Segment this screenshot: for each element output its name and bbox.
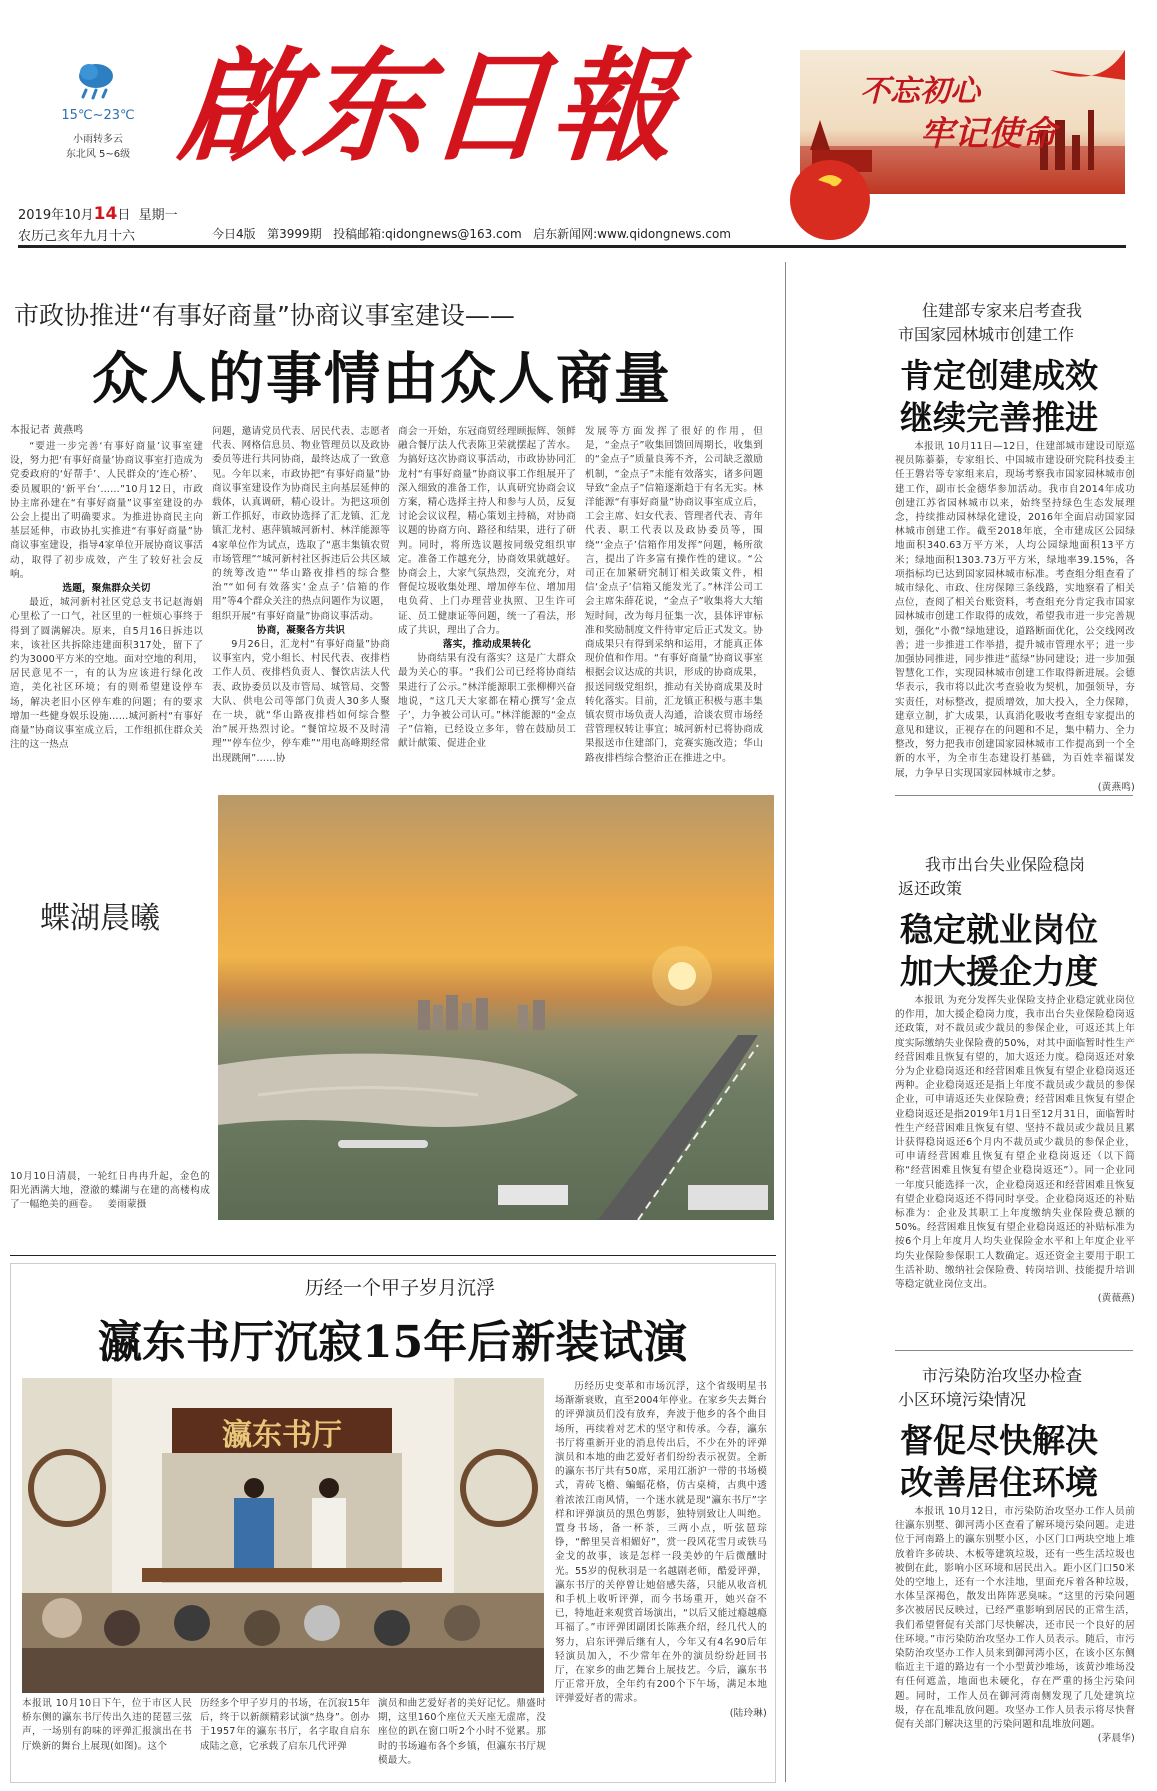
feature-kicker: 历经一个甲子岁月沉浮: [305, 1277, 496, 1299]
feature-column-b1: [22, 1697, 192, 1779]
right3-kicker-2: 小区环境污染情况: [898, 1390, 1027, 1409]
right1-body: [895, 440, 1135, 793]
weekday: 星期一: [138, 208, 178, 223]
right1-body-text: 本报讯 10月11日—12日，住建部城市建设司原巡视员陈蓁蓁，专家组长、中国城市建设研究院科技委主任王磐岩等专家组来启，现场考察我市国家园林城市创建工作，副市长金德华参加活动。我市自2014年成功创建江苏省园林城市以来，始终坚持绿色生态发展理念，持续推动园林绿化建设，2016年全面启动国家园林城市创建工作。截至2018年底，全市建成区公园绿地面积340.63万平方米，人均公园绿地面积13平方米；绿地面积1303.73万平方米，绿地率39.15%，各项指标均已达到国家园林城市标准。考查组分组查看了城市绿化、市政、住房保障三条线路，实地察看了相关点位，查阅了相关台账资料，考查组充分肯定我市国家园林城市创建工作取得的成效，希望我市进一步完善规划，强化“小微”绿地建设，道路断面优化，公交线网改善；进一步推进工作举措，提升城市管理水平；进一步加强协同推进，同步推进“蓝绿”协同建设；进一步加强智慧化工作，实现园林城市创建工作取得新进展。会德华表示，我市将以此次考查验收为契机，加强领导，夯实责任，对标整改，提质增效，加大投入，全力保障，建章立制，扩大成果，认真消化吸收考查组专家提出的意见和建议，正视存在的问题和不足，集中精力、全力整改，努力把我市创建国家园林城市工作提高到一个全新的水平，为全市生态建设打基础，为百姓幸福谋发展，力争早日实现国家园林城市之梦。: [895, 441, 1135, 779]
feature-top-rule: [10, 1255, 776, 1256]
date-suffix: 日: [117, 208, 131, 223]
right1-headline-1: 肯定创建成效: [900, 356, 1098, 395]
feature-b1-text: 本报讯 10月10日下午，位于市区人民桥东侧的瀛东书厅传出久违的琵琶三弦声，一场别有韵味的评弹汇报演出在书厅焕新的舞台上展现(如图)。这个: [22, 1698, 192, 1752]
issue-number: 第3999期: [267, 227, 322, 241]
banner-image: [800, 50, 1125, 194]
feature-right-text: 历经历史变革和市场沉浮，这个省级明星书场渐渐衰败，直至2004年停业。在家乡失去舞台的评弹演员们没有放弃，奔波于他乡的各个曲目场所，再续着对艺术的坚守和传承。今春，瀛东书厅将重新开业的消息传出后，不少在外的评弹演员和本地的曲艺爱好者们纷纷表示祝贺。全新的瀛东书厅共有50席，采用江浙沪一带的书场模式，青砖飞檐、蝙蝠花格，仿古桌椅，古典中透着浓浓江南风情，一个迷水就是现“瀛东书厅”字样和评弹演员的黑色剪影，独特别致让人叫绝。置身书场，备一杯茶，三两小点，听弦琶琮铮，“醉里吴音相媚好”，赏一段风花雪月或铁马金戈的故事，该是怎样一段美妙的午后微醺时光。55岁的倪秋羽是一名越剧老师，酷爱评弹，瀛东书厅的关停曾让她倍感失落，只能从收音机和手机上收听评弹，而今书场重开，她兴奋不已，特地赶来观赏首场演出，“以后又能过瘾越瘾耳福了。”市评弹团副团长陈燕介绍，经几代人的努力，启东评弹后继有人，今年又有4名90后年轻演员加入，不少常年在外的演员纷纷赶回书厅，在家乡的曲艺舞台上展技艺。今后，瀛东书厅正常开放，全年约有200个下午场，满足本地评弹爱好者的需求。: [555, 1381, 767, 1705]
lead-col3-text: 商会一开始，东冠商贸经理顾振辉、领鲜融合餐厅法人代表陈卫荣就摆起了苦水。为搞好这次协商议事活动，市政协协同汇龙村“有事好商量”协商议事工作组展开了深入细致的准备工作，认真研究协商会议方案，精心选择主持人和参与人员，反复讨论会议议程，精心策划主持稿，对协商议题的协商方向、路径和结果，进行了研判。同时，将所选议题按同级党组织审定。准备工作越充分，协商效果就越好。协商会上，大家气氛热烈，交流充分，对督促垃圾收集处理、增加停车位、增加用电负荷、上门办理营业执照、卫生许可证、员工健康证等问题，统一了看法，形成了共识，理出了合力。: [398, 426, 576, 636]
feature-column-b2: [200, 1697, 370, 1779]
right2-body-text: 本报讯 为充分发挥失业保险支持企业稳定就业岗位的作用，加大援企稳岗力度，我市出台失业保险稳岗返还政策，对不裁员或少裁员的参保企业，可返还其上年度实际缴纳失业保险费的50%，对其中面临暂时性生产经营困难且恢复有望的，加大返还力度。稳岗返还对象分为企业稳岗返还和经营困难且恢复有望企业稳岗返还两种。企业稳岗返还是指上年度不裁员或少裁员的参保企业，可申请返还失业保险费；经营困难且恢复有望企业稳岗返还是指2019年1月1日至12月31日，面临暂时性生产经营困难且恢复有望、坚持不裁员或少裁员且累计获得稳岗返还6个月内不裁员或少裁员的参保企业，可申请经营困难且恢复有望企业稳岗返还（以下简称“经营困难且恢复有望企业稳岗返还”）。同一企业同一年度只能选择一次，企业稳岗返还和经营困难且恢复有望企业稳岗返还不得同时享受。企业稳岗返还的补贴标准为：企业及其职工上年度缴纳失业保险费总额的50%。经营困难且恢复有望企业稳岗返还的补贴标准为按6个月上年度月人均失业保险金水平和上年度企业平均失业保险参保职工人数确定。返还资金主要用于职工生活补助、缴纳社会保险费、转岗培训、技能提升培训等稳定就业岗位支出。: [895, 995, 1135, 1291]
header-rule: [18, 245, 1126, 248]
right1-kicker-2: 市国家园林城市创建工作: [898, 325, 1075, 344]
weather-desc: 小雨转多云: [73, 134, 123, 145]
banner-slogan-1: 不忘初心: [860, 74, 980, 109]
lead-column-4: [585, 425, 763, 770]
right3-headline-1: 督促尽快解决: [900, 1421, 1098, 1460]
photo-caption-text: 10月10日清晨，一轮红日冉冉升起，金色的阳光洒满大地，澄澈的蝶湖与在建的高楼构成了一幅绝美的画卷。: [10, 1171, 210, 1211]
date-day: 14: [93, 204, 118, 224]
feature-b3-text: 演员和曲艺爱好者的美好记忆。鼎盛时期，这里160个座位天天座无虚席，没座位的趴在窗口听2个小时不觉累。那时的书场遍布各个乡镇，但瀛东书厅规模最大。: [378, 1698, 546, 1766]
lead-column-3: [398, 425, 576, 770]
lead-col4-text: 发展等方面发挥了很好的作用，但是，“金点子”收集回馈回周期长，收集到的“金点子”质量良莠不齐，公司缺乏激励机制，“金点子”未能有效落实，诸多问题导致“金点子”信箱逐渐趋于有名无实。林洋能源“有事好商量”协商议事室成立后，工会主席、妇女代表、管理者代表、青年代表、职工代表以及政协委员等，围绕“‘金点子’信箱作用发挥”问题，畅所欲言，提出了许多富有操作性的建议。“公司正在加紧研究制订相关政策文件，相信‘金点子’信箱又能发光了。”林洋公司工会主席朱薛花说，“金点子”收集将大大缩短时间，改为每月征集一次，县体评审标准和奖励制度文件待审定后正式发文。协商成果只有得到采纳和运用，才能真正体现价值和作用。“有事好商量”协商议事室根据会议达成的共识，形成的协商成果，报送同级党组织，推动有关协商成果及时转化落实。目前，汇龙镇正积极与惠丰集镇农贸市场负责人沟通，洽谈农贸市场经营管理权转让事宜；城河新村已将协商成果报送市住建部门，竞赛实施改造；华山路夜排档综合整治正在推进之中。: [585, 426, 763, 764]
page-count: 今日4版: [212, 227, 256, 241]
lunar-date: 农历己亥年九月十六: [18, 229, 136, 244]
masthead-logo: 啟东日報: [174, 34, 682, 178]
photo-credit: 姜雨蒙摄: [107, 1199, 147, 1211]
lead-byline: 本报记者 黄燕鸣: [10, 425, 84, 436]
banner-slogan-2: 牢记使命: [920, 114, 1056, 154]
right2-kicker-1: 我市出台失业保险稳岗: [925, 855, 1086, 874]
lead-kicker: 市政协推进“有事好商量”协商议事室建设——: [14, 301, 515, 330]
date-prefix: 2019年10月: [18, 208, 94, 223]
right2-headline-2: 加大援企力度: [900, 952, 1098, 991]
right3-body: [895, 1505, 1135, 1785]
right1-kicker-1: 住建部专家来启考查我: [922, 301, 1083, 320]
lead-column-2: [212, 425, 390, 770]
feature-b2-text: 历经多个甲子岁月的书场，在沉寂15年后，终于以新颜精彩试演“热身”。创办于1957年的瀛东书厅，名字取自启东成陆之意，它承载了启东几代评弹: [200, 1698, 370, 1752]
right2-credit: (黄薇燕): [1097, 1293, 1135, 1305]
right3-kicker-1: 市污染防治攻坚办检查: [922, 1366, 1083, 1385]
lead-col2b-text: 9月26日，汇龙村“有事好商量”协商议事室内，党小组长、村民代表、夜排档工作人员、夜排档负责人、餐饮店法人代表、政协委员以及市管局、城管局、交警大队、供电公司等部门负责人30多人聚在一块，就“华山路夜排档如何综合整治”展开热烈讨论。“餐馆垃圾不及时清理”“停车位少，停车难”“用电高峰期经常出现跳闸”……协: [212, 639, 390, 764]
lead-col3-subhead: 落实，推动成果转化: [442, 639, 532, 651]
weather-wind: 东北风 5~6级: [65, 149, 131, 160]
column-divider: [785, 262, 786, 1782]
right-divider-1: [895, 795, 1133, 796]
right-divider-2: [895, 1350, 1133, 1351]
weather-temp: 15℃~23℃: [61, 108, 135, 123]
news-website[interactable]: 启东新闻网:www.qidongnews.com: [533, 227, 731, 241]
right2-kicker-2: 返还政策: [898, 879, 963, 898]
lead-col1-subhead: 选题，聚焦群众关切: [62, 583, 151, 595]
right1-credit: (黄燕鸣): [1097, 781, 1135, 793]
lead-headline: 众人的事情由众人商量: [92, 347, 672, 412]
right3-body-text: 本报讯 10月12日，市污染防治攻坚办工作人员前往瀛东别墅、御河湾小区查看了解环境污染问题。走进位于河南路上的瀛东别墅小区，小区门口两块空地上堆放着许多砖块、木板等建筑垃圾，还有一些生活垃圾也被倒在此，影响小区环境和居民出入。距小区门口50米处的空地上，还有一个水洼地，里面充斥着各种垃圾，水体呈深褐色，散发出阵阵恶臭味。“这里的污染问题多次被居民反映过，已经严重影响到居民的正常生活，我们希望督促有关部门尽快解决，还市民一个良好的居住环境。”市污染防治攻坚办工作人员表示。随后，市污染防治攻坚办工作人员来到御河湾小区，在该小区东侧临近主干道的路边有一个小型黄沙堆场，该黄沙堆场没有任何遮盖，地面也未硬化，存在严重的扬尘污染问题。同时，工作人员在御河湾南侧发现了几处建筑垃圾，存在乱堆乱放问题。攻坚办工作人员表示将尽快督促有关部门解决这里的污染问题和乱堆放问题。: [895, 1506, 1135, 1731]
hall-sign: 瀛东书厅: [222, 1418, 342, 1453]
date-line: [18, 204, 178, 224]
right2-headline-1: 稳定就业岗位: [900, 910, 1098, 949]
dieh-lake-photo: [218, 795, 774, 1220]
lead-col1b-text: 最近，城河新村社区党总支书记赵海娟心里松了一口气，社区里的一桩烦心事终于得到了圆满解决。原来，自5月16日拆违以来，该社区共拆除违建面积317处，留下了约为3000平方米的空地。面对空地的利用，居民意见不一，有的认为应该进行绿化改造，美化社区环境；有的则希望建设停车场，解决老旧小区停车难的问题；有的要求增加一些健身娱乐设施……城河新村“有事好商量”协商议事室成立后，工作组抓住群众关注的这一热点: [10, 597, 203, 751]
feature-headline: 瀛东书厅沉寂15年后新装试演: [98, 1317, 688, 1368]
storytelling-hall-photo: [22, 1378, 544, 1693]
right3-headline-2: 改善居住环境: [900, 1463, 1098, 1502]
lead-col2-text: 问题，邀请党员代表、居民代表、志愿者代表、网格信息员、物业管理员以及政协委员等进行共同协商，最终达成了一致意见。今年以来，市政协把“有事好商量”协商议事室建设作为协商民主向基层延伸的载体，认真调研，精心设计。为把这项创新工作抓好，市政协选择了汇龙镇、汇龙镇汇龙村、惠萍镇城河新村、林洋能源等4家单位作为试点，选取了“惠丰集镇农贸市场管理”“城河新村社区拆违后公共区域的统筹改造”“华山路夜排档的综合整治”“如何有效落实‘金点子’信箱的作用”等4个群众关注的热点问题作为议题，组织开展“有事好商量”协商议事活动。: [212, 426, 390, 622]
lead-column-1: [10, 440, 203, 770]
lead-col1-text: “要进一步完善‘有事好商量’议事室建设，努力把‘有事好商量’协商议事室打造成为党委政府的‘好帮手’、人民群众的‘连心桥’、委员履职的‘新平台’……”10月12日，市政协主席孙建在“有事好商量”议事室建设的办公会上提出了明确要求。为推进协商民主向基层延伸，市政协扎实推进“有事好商量”协商议事室建设，指导4家单位开展协商议事活动，取得了初步成效，产生了较好社会反响。: [10, 441, 203, 580]
lead-col2-subhead: 协商，凝聚各方共识: [256, 624, 346, 636]
submission-email[interactable]: 投稿邮箱:qidongnews@163.com: [333, 227, 522, 241]
weather-icon: [76, 60, 116, 106]
feature-column-right: [555, 1380, 767, 1776]
right2-body: [895, 994, 1135, 1339]
right1-headline-2: 继续完善推进: [900, 398, 1098, 437]
info-line: [212, 225, 731, 242]
feature-column-b3: [378, 1697, 546, 1779]
right3-credit: (茅晨华): [1097, 1733, 1135, 1745]
photo-caption: [10, 1170, 210, 1250]
feature-credit: (陆玲琳): [729, 1707, 767, 1719]
lead-col3b-text: 协商结果有没有落实？这是广大群众最为关心的事。“我们公司已经将协商结果进行了公示。”林洋能源职工张柳柳兴奋地说，“这几天大家都在精心撰写‘金点子’，力争被公司认可。”林洋能源的“金点子”信箱，已经设立多年，曾在鼓励员工献计献策、促进企业: [398, 653, 576, 750]
photo-title: 蝶湖晨曦: [40, 901, 160, 936]
